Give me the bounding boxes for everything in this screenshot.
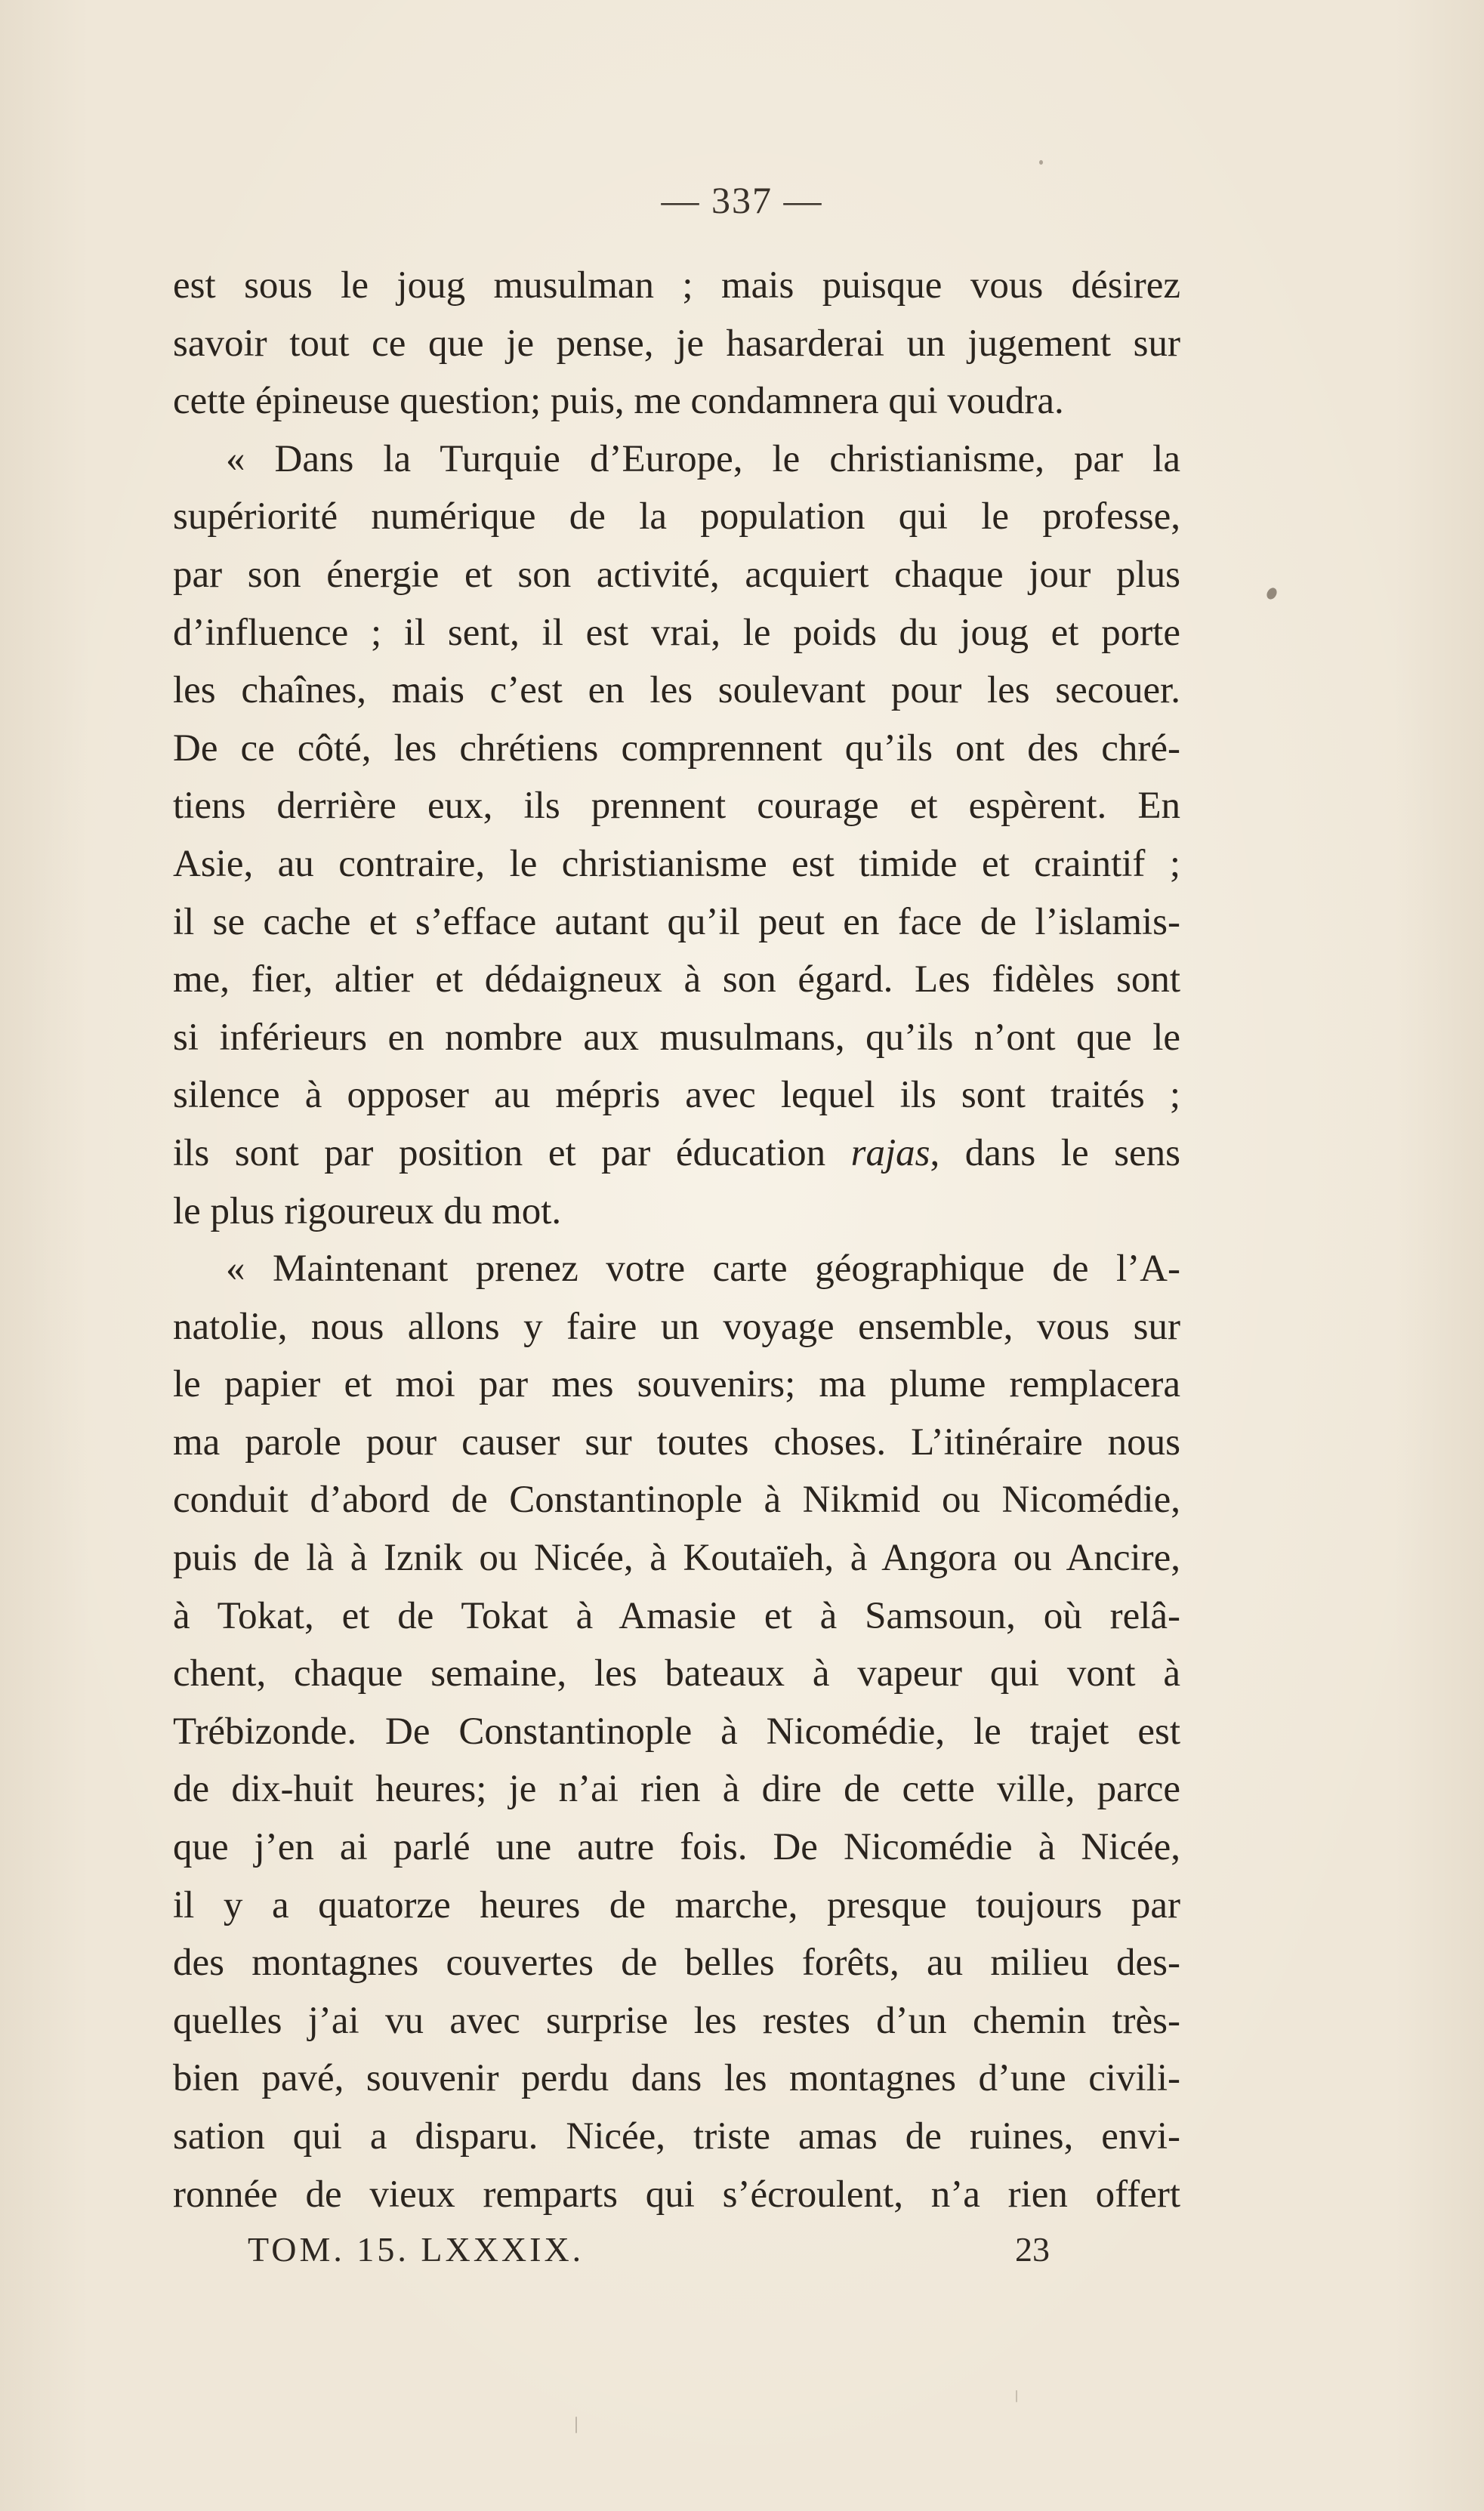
italic-word: rajas xyxy=(850,1131,930,1174)
page-number-header: — 337 — xyxy=(661,179,823,221)
paper-blemish xyxy=(1265,586,1279,601)
paper-blemish xyxy=(1039,160,1043,165)
page-footer xyxy=(248,2229,1050,2282)
text-line: par son énergie et son activité, acquiert chaque jour plus xyxy=(173,553,1180,596)
text-line: me, fier, altier et dédaigneux à son égard. Les fidèles sont xyxy=(173,958,1180,1001)
text-line: est sous le joug musulman ; mais puisque vous désirez xyxy=(173,264,1180,307)
paper-blemish xyxy=(575,2417,577,2433)
text-line: Asie, au contraire, le christianisme est timide et craintif ; xyxy=(173,842,1180,885)
text-line: il y a quatorze heures de marche, presque toujours par xyxy=(173,1883,1180,1926)
text-line: que j’en ai parlé une autre fois. De Nicomédie à Nicée, xyxy=(173,1826,1180,1869)
text-line: Trébizonde. De Constantinople à Nicomédie, le trajet est xyxy=(173,1710,1180,1753)
text-line: quelles j’ai vu avec surprise les restes d’un chemin très- xyxy=(173,1999,1180,2042)
text-line: conduit d’abord de Constantinople à Nikmid ou Nicomédie, xyxy=(173,1479,1180,1522)
text-line: cette épineuse question; puis, me condamnera qui voudra. xyxy=(173,380,1064,423)
text-line: supériorité numérique de la population qui le professe, xyxy=(173,495,1180,538)
text-line: bien pavé, souvenir perdu dans les montagnes d’une civili- xyxy=(173,2057,1180,2100)
text-line: ils sont par position et par éducation rajas, dans le sens xyxy=(173,1131,1180,1174)
text-line: De ce côté, les chrétiens comprennent qu’ils ont des chré- xyxy=(173,726,1180,770)
text-line: tiens derrière eux, ils prennent courage et espèrent. En xyxy=(173,785,1180,828)
paragraph-start-line: « Dans la Turquie d’Europe, le christianisme, par la xyxy=(226,437,1180,480)
text-line: le plus rigoureux du mot. xyxy=(173,1189,562,1232)
text-line: de dix-huit heures; je n’ai rien à dire de cette ville, parce xyxy=(173,1768,1180,1811)
paper-blemish xyxy=(1016,2390,1017,2402)
text-line: silence à opposer au mépris avec lequel ils sont traités ; xyxy=(173,1074,1180,1117)
signature-mark: TOM. 15. LXXXIX. xyxy=(248,2230,585,2269)
text-line: sation qui a disparu. Nicée, triste amas de ruines, envi- xyxy=(173,2115,1180,2158)
text-line: si inférieurs en nombre aux musulmans, qu’ils n’ont que le xyxy=(173,1016,1180,1059)
text-line: d’influence ; il sent, il est vrai, le poids du joug et porte xyxy=(173,611,1180,654)
text-line: ma parole pour causer sur toutes choses. L’itinéraire nous xyxy=(173,1421,1180,1464)
text-line: ronnée de vieux remparts qui s’écroulent, n’a rien offert xyxy=(173,2173,1180,2216)
text-line: chent, chaque semaine, les bateaux à vapeur qui vont à xyxy=(173,1652,1180,1695)
text-line: des montagnes couvertes de belles forêts, au milieu des- xyxy=(173,1942,1180,1985)
text-line: à Tokat, et de Tokat à Amasie et à Samsoun, où relâ- xyxy=(173,1594,1180,1637)
text-line: le papier et moi par mes souvenirs; ma plume remplacera xyxy=(173,1363,1180,1406)
paragraph-start-line: « Maintenant prenez votre carte géographique de l’A- xyxy=(226,1248,1180,1291)
text-line: puis de là à Iznik ou Nicée, à Koutaïeh, à Angora ou Ancire, xyxy=(173,1537,1180,1580)
body-text xyxy=(173,257,1180,2223)
sheet-number: 23 xyxy=(1015,2230,1050,2269)
text-line: savoir tout ce que je pense, je hasarderai un jugement sur xyxy=(173,322,1180,365)
text-line: les chaînes, mais c’est en les soulevant pour les secouer. xyxy=(173,669,1180,712)
text-line: natolie, nous allons y faire un voyage ensemble, vous sur xyxy=(173,1305,1180,1348)
text-line: il se cache et s’efface autant qu’il peut en face de l’islamis- xyxy=(173,900,1180,943)
